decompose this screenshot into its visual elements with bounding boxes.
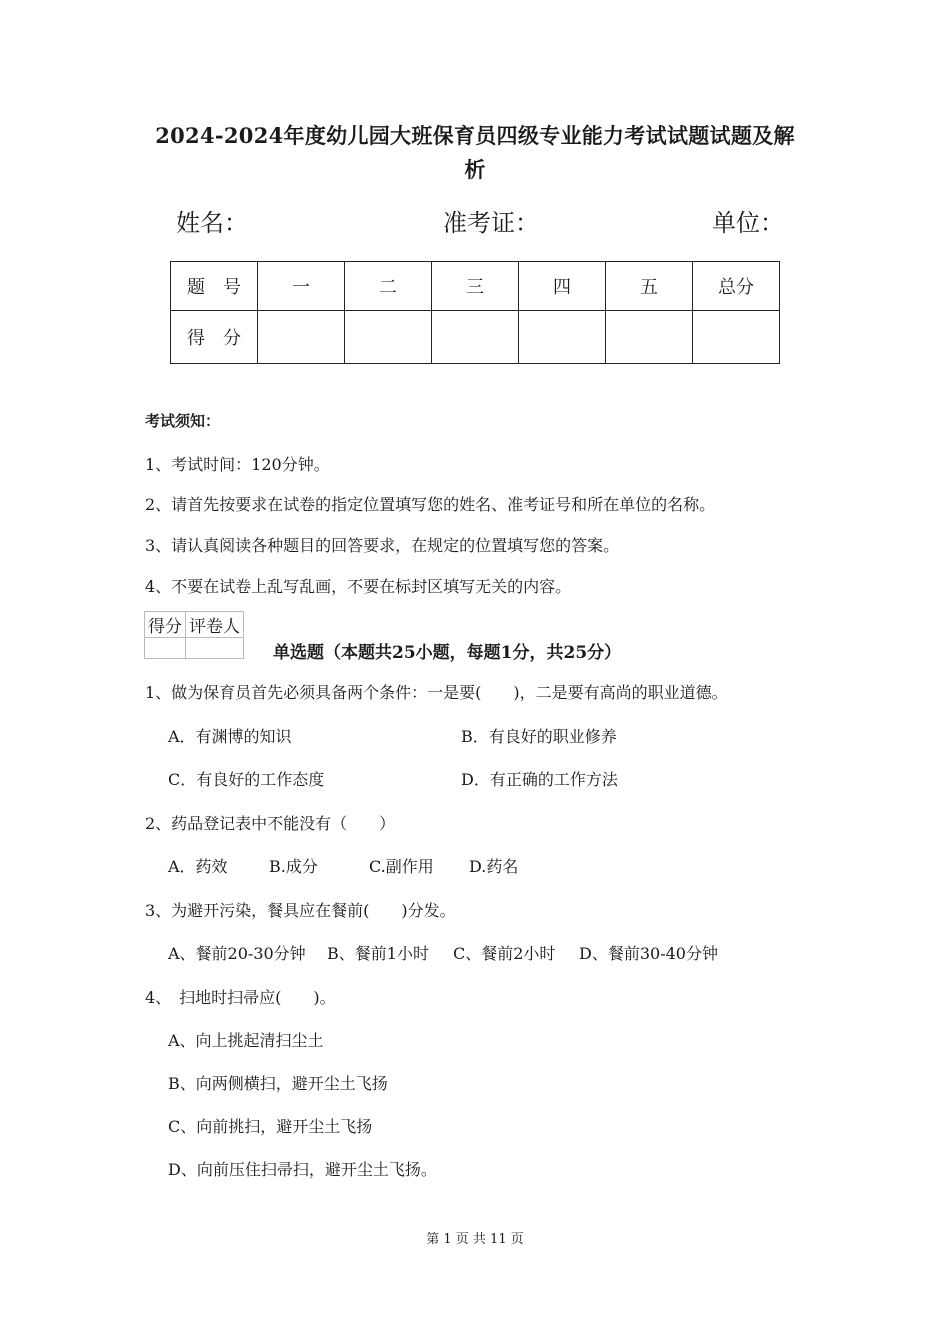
header-cell-5: 五 xyxy=(606,262,693,311)
score-cell-4[interactable] xyxy=(519,311,606,364)
question-2-option-b: B.成分 xyxy=(269,857,318,876)
grader-score-label: 得分 xyxy=(145,612,186,638)
page-footer: 第 1 页 共 11 页 xyxy=(426,1232,524,1247)
question-2-option-d: D.药名 xyxy=(469,857,519,876)
question-4-option-a: A、向上挑起清扫尘土 xyxy=(168,1031,324,1050)
notice-item-1: 1、考试时间：120分钟。 xyxy=(145,455,330,474)
question-2-option-a: A．药效 xyxy=(168,857,228,876)
question-2-stem: 2、药品登记表中不能没有（ ） xyxy=(145,814,396,833)
question-3-stem: 3、为避开污染，餐具应在餐前( )分发。 xyxy=(145,901,456,920)
score-cell-3[interactable] xyxy=(432,311,519,364)
header-cell-question-number: 题 号 xyxy=(171,262,258,311)
question-3-option-b: B、餐前1小时 xyxy=(327,944,429,963)
title-line-1: 2024-2024年度幼儿园大班保育员四级专业能力考试试题试题及解 xyxy=(155,123,795,148)
notice-item-4: 4、不要在试卷上乱写乱画，不要在标封区填写无关的内容。 xyxy=(145,577,572,596)
question-1-option-b: B．有良好的职业修养 xyxy=(461,727,617,746)
question-1-stem: 1、做为保育员首先必须具备两个条件：一是要( )，二是要有高尚的职业道德。 xyxy=(145,683,728,702)
question-4-option-c: C、向前挑扫，避开尘土飞扬 xyxy=(168,1117,373,1136)
score-cell-5[interactable] xyxy=(606,311,693,364)
title-line-2: 析 xyxy=(464,157,486,182)
score-table-header-row xyxy=(171,262,780,311)
question-4-stem: 4、 扫地时扫帚应( )。 xyxy=(145,988,336,1007)
question-1-option-a: A．有渊博的知识 xyxy=(168,727,292,746)
question-3-option-a: A、餐前20-30分钟 xyxy=(168,944,306,963)
header-cell-2: 二 xyxy=(345,262,432,311)
notice-item-3: 3、请认真阅读各种题目的回答要求，在规定的位置填写您的答案。 xyxy=(145,536,620,555)
header-cell-3: 三 xyxy=(432,262,519,311)
score-cell-2[interactable] xyxy=(345,311,432,364)
question-1-option-d: D．有正确的工作方法 xyxy=(461,770,618,789)
name-label: 姓名： xyxy=(176,209,248,237)
question-4-option-b: B、向两侧横扫，避开尘土飞扬 xyxy=(168,1074,388,1093)
notice-item-2: 2、请首先按要求在试卷的指定位置填写您的姓名、准考证号和所在单位的名称。 xyxy=(145,495,716,514)
grader-box xyxy=(144,611,244,659)
grader-score-cell[interactable] xyxy=(145,638,186,659)
unit-label: 单位： xyxy=(712,209,784,237)
score-cell-1[interactable] xyxy=(258,311,345,364)
grader-name-label: 评卷人 xyxy=(186,612,244,638)
header-cell-1: 一 xyxy=(258,262,345,311)
document-title xyxy=(100,119,850,187)
grader-box-header xyxy=(145,612,244,638)
score-table xyxy=(170,261,780,364)
question-1-option-c: C．有良好的工作态度 xyxy=(168,770,325,789)
question-3-option-d: D、餐前30-40分钟 xyxy=(579,944,718,963)
grader-box-input-row xyxy=(145,638,244,659)
exam-number-label: 准考证： xyxy=(443,209,539,237)
score-row-label: 得 分 xyxy=(171,311,258,364)
question-4-option-d: D、向前压住扫帚扫，避开尘土飞扬。 xyxy=(168,1160,437,1179)
grader-name-cell[interactable] xyxy=(186,638,244,659)
section-title: 单选题（本题共25小题，每题1分，共25分） xyxy=(273,643,622,663)
score-table-score-row xyxy=(171,311,780,364)
question-2-option-c: C.副作用 xyxy=(369,857,434,876)
question-3-option-c: C、餐前2小时 xyxy=(453,944,556,963)
score-cell-total[interactable] xyxy=(693,311,780,364)
notice-heading: 考试须知： xyxy=(145,412,221,430)
header-cell-4: 四 xyxy=(519,262,606,311)
header-cell-total: 总分 xyxy=(693,262,780,311)
